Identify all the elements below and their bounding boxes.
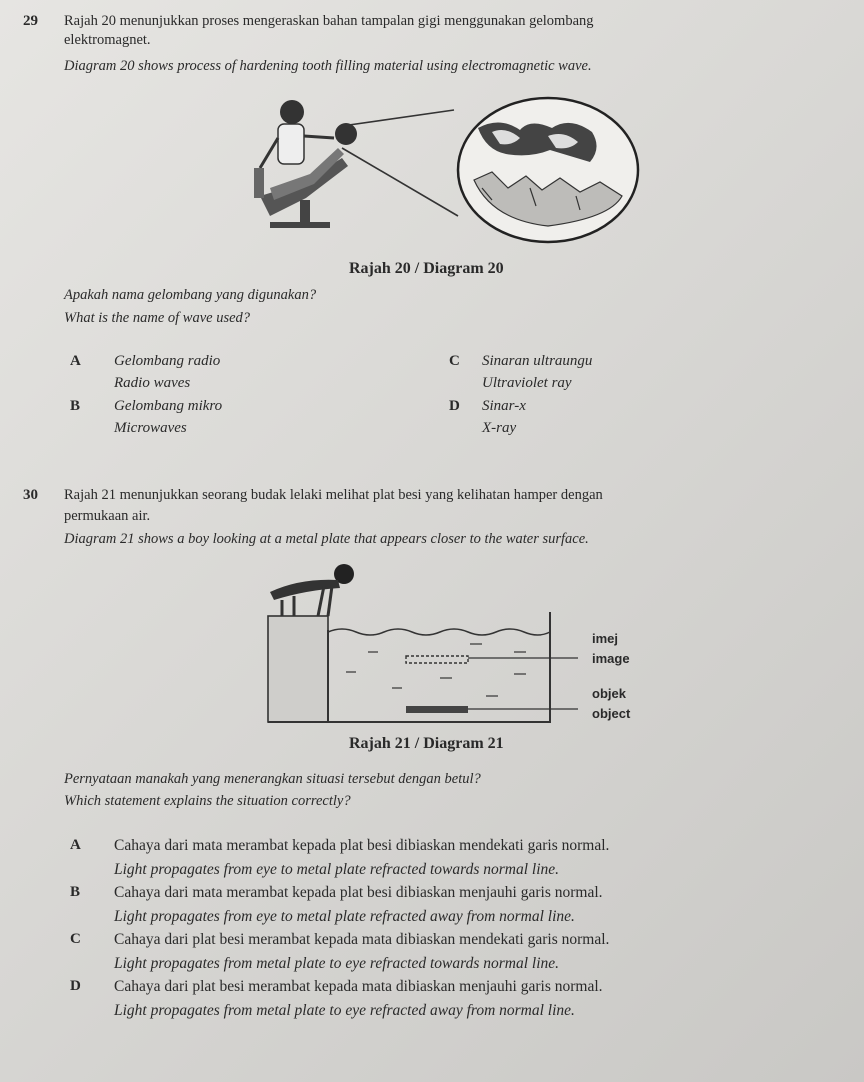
q30-option-d-letter: D — [70, 978, 81, 994]
q29-number: 29 — [23, 13, 38, 29]
q30-text-ms-line2: permukaan air. — [64, 508, 151, 524]
q30-option-b-ms: Cahaya dari mata merambat kepada plat besi dibiaskan menjauhi garis normal. — [114, 884, 603, 901]
q29-option-d-letter: D — [449, 398, 460, 414]
q29-option-a-ms: Gelombang radio — [114, 353, 221, 369]
diagram-20-caption: Rajah 20 / Diagram 20 — [349, 260, 504, 277]
q29-option-c-en: Ultraviolet ray — [482, 375, 572, 391]
q30-option-a-en: Light propagates from eye to metal plate refracted towards normal line. — [114, 861, 560, 878]
q30-option-b-letter: B — [70, 884, 81, 900]
diagram-21-illustration — [260, 560, 590, 730]
q29-option-b-letter: B — [70, 398, 81, 414]
q29-option-d-en: X-ray — [482, 420, 517, 436]
label-image-ms: imej — [592, 631, 619, 646]
q30-option-c-letter: C — [70, 931, 81, 947]
q29-option-b-ms: Gelombang mikro — [114, 398, 223, 414]
diagram-21-caption: Rajah 21 / Diagram 21 — [349, 735, 504, 752]
q30-question-en: Which statement explains the situation correctly? — [64, 793, 351, 809]
label-object-ms: objek — [592, 686, 626, 701]
q29-question-en: What is the name of wave used? — [64, 310, 251, 326]
q29-text-ms-line1: Rajah 20 menunjukkan proses mengeraskan bahan tampalan gigi menggunakan gelombang — [64, 13, 594, 29]
q30-option-a-letter: A — [70, 837, 81, 853]
q29-option-a-en: Radio waves — [114, 375, 191, 391]
q29-question-ms: Apakah nama gelombang yang digunakan? — [64, 287, 317, 303]
q30-option-c-ms: Cahaya dari plat besi merambat kepada mata dibiaskan mendekati garis normal. — [114, 931, 610, 948]
q29-text-ms-line2: elektromagnet. — [64, 32, 151, 48]
q30-option-b-en: Light propagates from eye to metal plate refracted away from normal line. — [114, 908, 575, 925]
q30-option-d-en: Light propagates from metal plate to eye refracted away from normal line. — [114, 1002, 575, 1019]
diagram-20-illustration — [230, 88, 690, 248]
q29-text-en: Diagram 20 shows process of hardening tooth filling material using electromagnetic wave. — [64, 58, 592, 74]
label-object-en: object — [592, 706, 631, 721]
q29-option-c-ms: Sinaran ultraungu — [482, 353, 593, 369]
q29-option-b-en: Microwaves — [114, 420, 187, 436]
q30-option-c-en: Light propagates from metal plate to eye refracted towards normal line. — [114, 955, 560, 972]
q29-option-d-ms: Sinar-x — [482, 398, 526, 414]
q30-option-d-ms: Cahaya dari plat besi merambat kepada mata dibiaskan menjauhi garis normal. — [114, 978, 603, 995]
q30-text-en: Diagram 21 shows a boy looking at a metal plate that appears closer to the water surface. — [64, 531, 589, 547]
q29-option-c-letter: C — [449, 353, 460, 369]
q29-option-a-letter: A — [70, 353, 81, 369]
label-image-en: image — [592, 651, 630, 666]
q30-text-ms-line1: Rajah 21 menunjukkan seorang budak lelaki melihat plat besi yang kelihatan hamper dengan — [64, 487, 603, 503]
q30-option-a-ms: Cahaya dari mata merambat kepada plat besi dibiaskan mendekati garis normal. — [114, 837, 610, 854]
q30-number: 30 — [23, 487, 38, 503]
q30-question-ms: Pernyataan manakah yang menerangkan situasi tersebut dengan betul? — [64, 771, 481, 787]
